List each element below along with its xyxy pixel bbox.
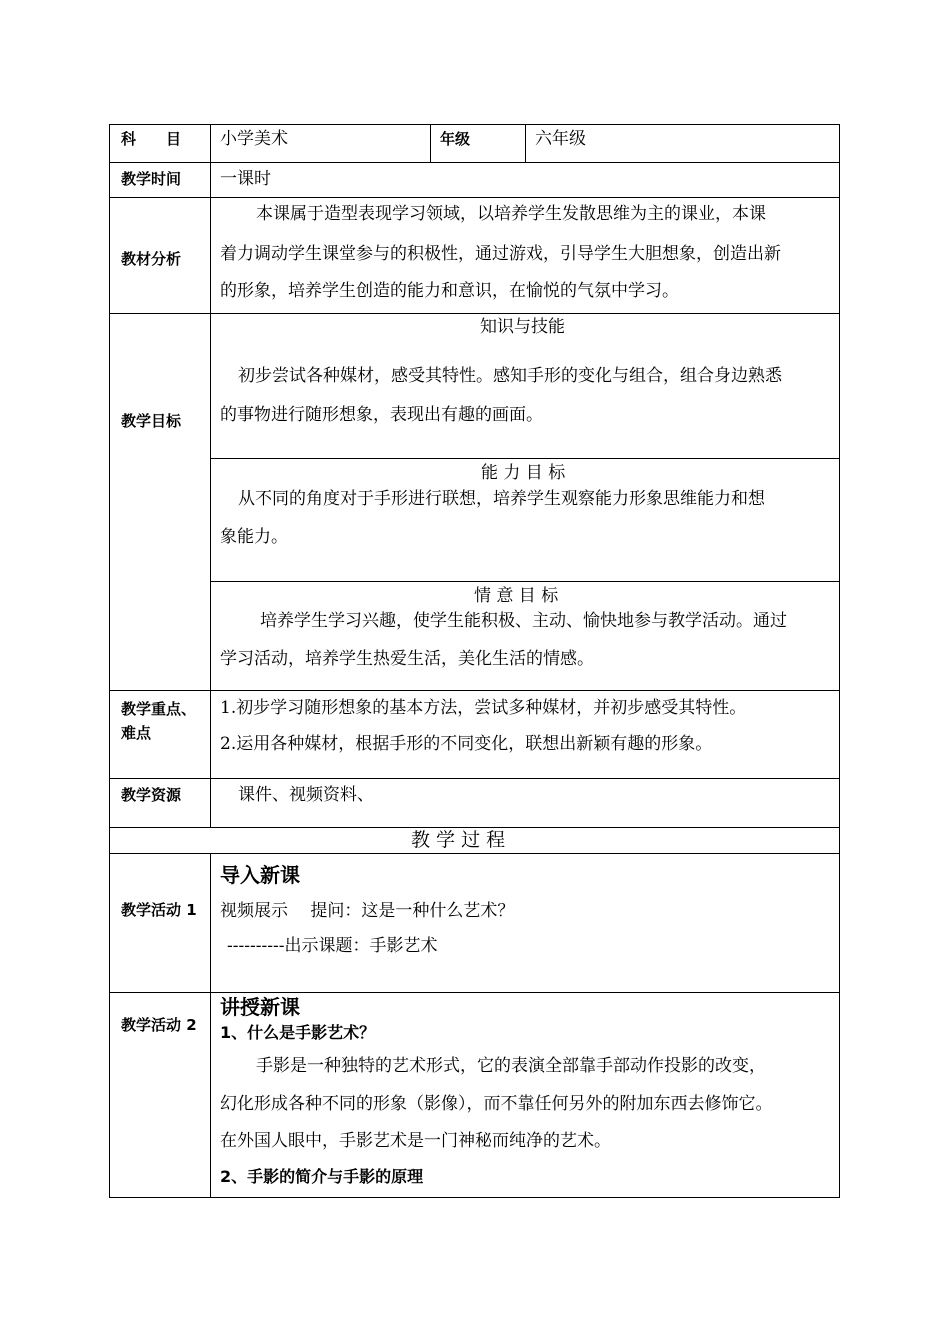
time-value: 一课时 — [220, 169, 271, 189]
activity2-line: 在外国人眼中，手影艺术是一门神秘而纯净的艺术。 — [220, 1131, 611, 1151]
knowledge-title: 知识与技能 — [480, 317, 565, 337]
activity1-label: 教学活动 1 — [121, 901, 197, 919]
activity1-heading: 导入新课 — [220, 863, 300, 887]
time-label: 教学时间 — [121, 170, 182, 188]
activity2-line: 手影是一种独特的艺术形式，它的表演全部靠手部动作投影的改变， — [256, 1056, 766, 1076]
activity2-label: 教学活动 2 — [121, 1016, 197, 1034]
activity2-subheading: 2、手影的简介与手影的原理 — [220, 1167, 424, 1186]
column-divider — [210, 853, 211, 1198]
knowledge-line: 初步尝试各种媒材，感受其特性。感知手形的变化与组合，组合身边熟悉 — [238, 366, 782, 386]
row-divider — [210, 581, 840, 582]
emotion-line: 学习活动，培养学生热爱生活，美化生活的情感。 — [220, 649, 594, 669]
keypoint-item: 2.运用各种媒材，根据手形的不同变化，联想出新颖有趣的形象。 — [220, 734, 713, 754]
ability-line: 从不同的角度对于手形进行联想，培养学生观察能力形象思维能力和想 — [238, 489, 765, 509]
emotion-line: 培养学生学习兴趣，使学生能积极、主动、愉快地参与教学活动。通过 — [260, 611, 787, 631]
row-divider — [109, 162, 840, 163]
row-divider — [109, 197, 840, 198]
resources-value: 课件、视频资料、 — [238, 785, 374, 805]
analysis-line: 的形象，培养学生创造的能力和意识，在愉悦的气氛中学习。 — [220, 281, 679, 301]
column-divider — [430, 124, 431, 162]
grade-value: 六年级 — [535, 129, 586, 149]
analysis-line: 本课属于造型表现学习领域，以培养学生发散思维为主的课业，本课 — [256, 204, 766, 224]
activity1-line: ----------出示课题：手影艺术 — [227, 936, 438, 956]
row-divider — [109, 827, 840, 828]
subject-value: 小学美术 — [220, 129, 288, 149]
column-divider — [210, 124, 211, 827]
row-divider — [109, 992, 840, 993]
knowledge-line: 的事物进行随形想象，表现出有趣的画面。 — [220, 405, 543, 425]
resources-label: 教学资源 — [121, 786, 182, 804]
row-divider — [109, 778, 840, 779]
keypoints-label: 教学重点、 — [121, 700, 197, 718]
activity2-line: 幻化形成各种不同的形象（影像），而不靠任何另外的附加东西去修饰它。 — [220, 1094, 773, 1114]
ability-line: 象能力。 — [220, 527, 288, 547]
goals-label: 教学目标 — [121, 412, 182, 430]
keypoints-label: 难点 — [121, 724, 152, 742]
grade-label: 年级 — [440, 130, 471, 148]
row-divider — [109, 313, 840, 314]
ability-title: 能 力 目 标 — [481, 463, 566, 483]
row-divider — [109, 690, 840, 691]
analysis-line: 着力调动学生课堂参与的积极性，通过游戏，引导学生大胆想象，创造出新 — [220, 244, 781, 264]
analysis-label: 教材分析 — [121, 250, 182, 268]
activity2-subheading: 1、什么是手影艺术？ — [220, 1023, 376, 1042]
row-divider — [210, 458, 840, 459]
column-divider — [525, 124, 526, 162]
keypoint-item: 1.初步学习随形想象的基本方法，尝试多种媒材，并初步感受其特性。 — [220, 698, 747, 718]
process-title: 教 学 过 程 — [411, 829, 506, 851]
subject-label: 科 目 — [121, 130, 182, 148]
row-divider — [109, 853, 840, 854]
activity1-line: 视频展示 提问：这是一种什么艺术？ — [220, 901, 515, 921]
activity2-heading: 讲授新课 — [220, 995, 300, 1019]
emotion-title: 情 意 目 标 — [474, 586, 559, 606]
